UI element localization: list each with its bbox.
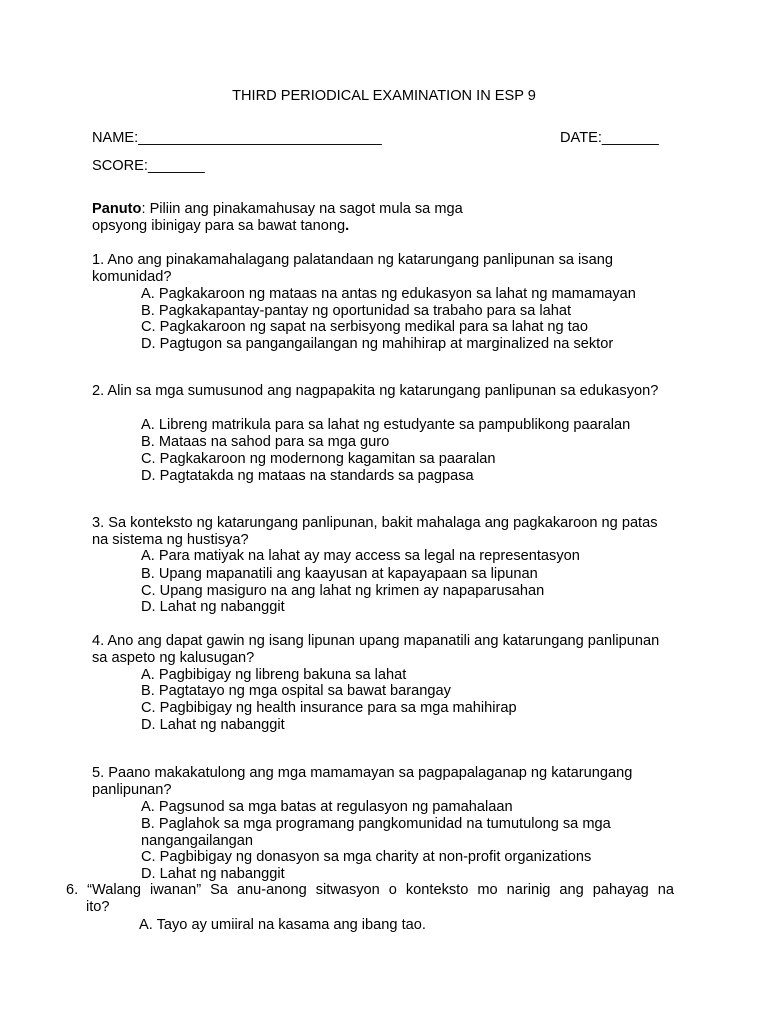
question-6-text-line-1: 6. “Walang iwanan” Sa anu-anong sitwasyon o konteksto mo narinig ang pahayag na xyxy=(66,882,674,898)
instructions-line-1 xyxy=(92,201,463,218)
question-6-option-a: A. Tayo ay umiiral na kasama ang ibang tao. xyxy=(139,917,426,933)
instructions-text-2: opsyong ibinigay para sa bawat tanong xyxy=(92,218,346,234)
question-1-option-c: C. Pagkakaroon ng sapat na serbisyong medikal para sa lahat ng tao xyxy=(141,319,589,335)
question-4-text: 4. Ano ang dapat gawin ng isang lipunan upang mapanatili ang katarungang panlipunan sa aspeto ng kalusugan? xyxy=(92,633,660,666)
instructions-label: Panuto xyxy=(92,201,142,217)
question-5-option-c: C. Pagbibigay ng donasyon sa mga charity at non-profit organizations xyxy=(141,849,592,865)
date-field: DATE:_______ xyxy=(560,130,659,146)
question-1-option-b: B. Pagkakapantay-pantay ng oportunidad sa trabaho para sa lahat xyxy=(141,303,572,319)
instructions-text-1: : Piliin ang pinakamahusay na sagot mula sa mga xyxy=(141,201,463,217)
question-5-text: 5. Paano makakatulong ang mga mamamayan sa pagpapalaganap ng katarungang panlipunan? xyxy=(92,765,633,798)
question-4-option-b: B. Pagtatayo ng mga ospital sa bawat barangay xyxy=(141,683,451,699)
instructions-line-2 xyxy=(92,218,349,235)
question-4-option-c: C. Pagbibigay ng health insurance para sa mga mahihirap xyxy=(141,700,517,716)
score-field: SCORE:_______ xyxy=(92,158,205,174)
question-2-text: 2. Alin sa mga sumusunod ang nagpapakita ng katarungang panlipunan sa edukasyon? xyxy=(92,383,659,399)
question-6-text-line-2: ito? xyxy=(86,899,110,915)
question-6-text xyxy=(66,882,674,916)
question-4-option-d: D. Lahat ng nabanggit xyxy=(141,717,285,733)
question-2-option-d: D. Pagtatakda ng mataas na standards sa pagpasa xyxy=(141,468,474,484)
question-5-option-d: D. Lahat ng nabanggit xyxy=(141,866,285,882)
question-2-option-b: B. Mataas na sahod para sa mga guro xyxy=(141,434,390,450)
question-1-option-a: A. Pagkakaroon ng mataas na antas ng edukasyon sa lahat ng mamamayan xyxy=(141,286,636,302)
question-2-option-a: A. Libreng matrikula para sa lahat ng estudyante sa pampublikong paaralan xyxy=(141,417,631,433)
name-field: NAME:______________________________ xyxy=(92,130,382,146)
question-4-option-a: A. Pagbibigay ng libreng bakuna sa lahat xyxy=(141,667,407,683)
exam-title: THIRD PERIODICAL EXAMINATION IN ESP 9 xyxy=(232,88,536,104)
question-3-option-d: D. Lahat ng nabanggit xyxy=(141,599,285,615)
instructions-period: . xyxy=(345,218,350,234)
question-1-option-d: D. Pagtugon sa pangangailangan ng mahihirap at marginalized na sektor xyxy=(141,336,614,352)
question-3-option-a: A. Para matiyak na lahat ay may access sa legal na representasyon xyxy=(141,548,580,564)
question-3-text: 3. Sa konteksto ng katarungang panlipunan, bakit mahalaga ang pagkakaroon ng patas na sistema ng hustisya? xyxy=(92,515,658,548)
question-3-option-c: C. Upang masiguro na ang lahat ng krimen ay napaparusahan xyxy=(141,583,545,599)
question-2-option-c: C. Pagkakaroon ng modernong kagamitan sa paaralan xyxy=(141,451,496,467)
question-5-option-a: A. Pagsunod sa mga batas at regulasyon ng pamahalaan xyxy=(141,799,513,815)
question-3-option-b: B. Upang mapanatili ang kaayusan at kapayapaan sa lipunan xyxy=(141,566,538,582)
question-5-option-b: B. Paglahok sa mga programang pangkomunidad na tumutulong sa mga xyxy=(141,816,611,832)
question-5-option-b-cont: nangangailangan xyxy=(141,833,253,849)
question-1-text: 1. Ano ang pinakamahalagang palatandaan ng katarungang panlipunan sa isang komunidad? xyxy=(92,252,613,285)
